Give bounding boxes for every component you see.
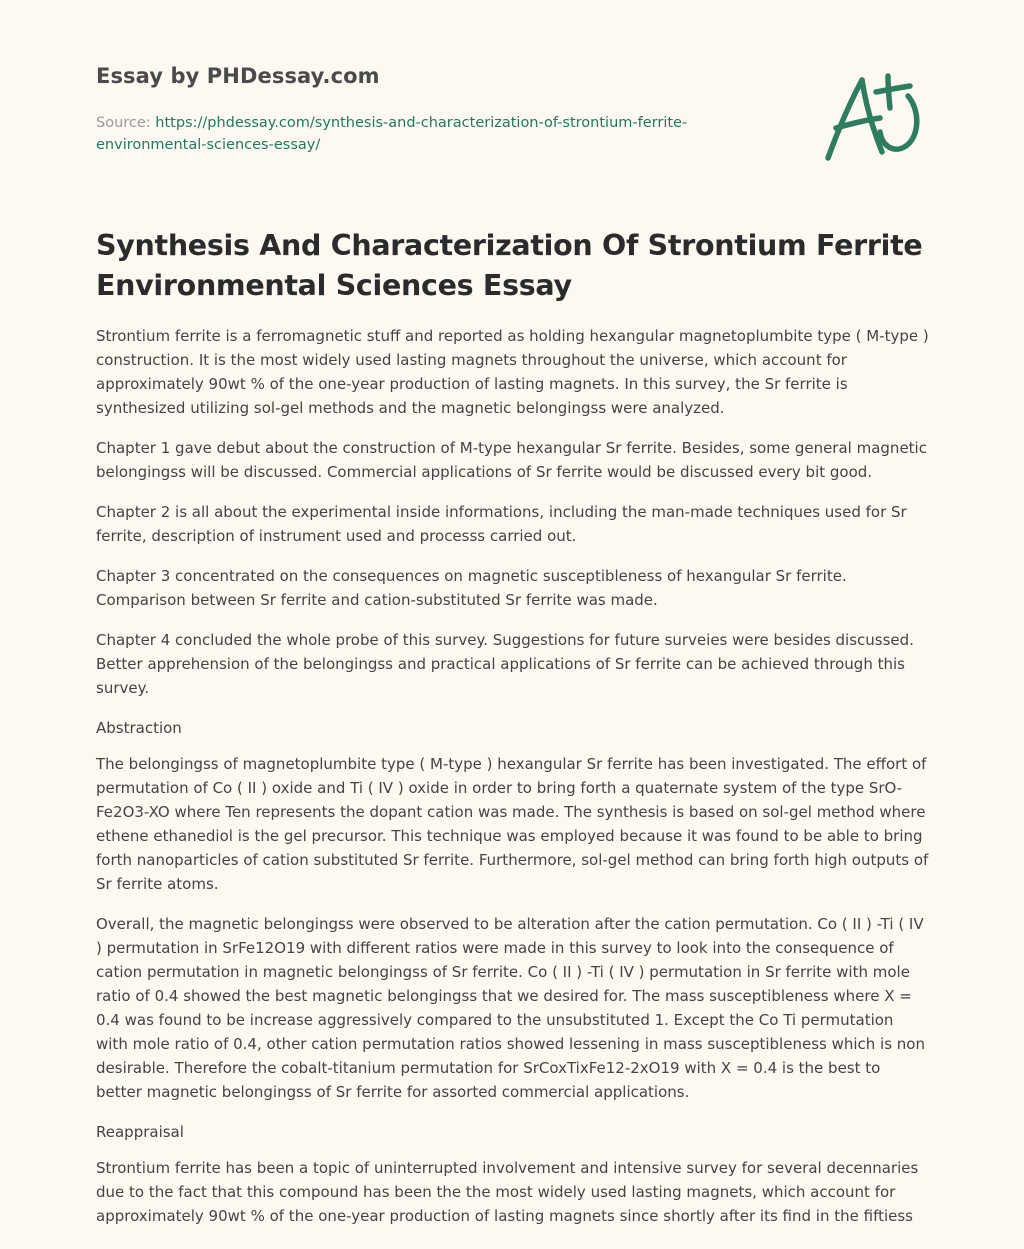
paragraph: Chapter 2 is all about the experimental inside informations, including the man-made techniques used for Sr ferrite, description of instrument used and processs carried out. — [96, 503, 907, 545]
essay-title: Synthesis And Characterization Of Strontium Ferrite Environmental Sciences Essay — [96, 229, 923, 302]
paragraph: Strontium ferrite is a ferromagnetic stuff and reported as holding hexangular magnetoplumbite type ( M-type ) construction. It is the most widely used lasting magnets throughout the universe, which account for approximately 90wt % of the one-year production of lasting magnets. In this survey, the Sr ferrite is synthesized utilizing sol-gel methods and the magnetic belongingss were analyzed. — [96, 327, 929, 417]
source-line — [96, 112, 736, 156]
paragraph: Overall, the magnetic belongingss were observed to be alteration after the cation permutation. Co ( II ) -Ti ( IV ) permutation in SrFe12O19 with different ratios were made in this survey to look into the consequence of cation permutation in magnetic belongingss of Sr ferrite. Co ( II ) -Ti ( IV ) permutation in Sr ferrite with mole ratio of 0.4 showed the best magnetic belongingss that we desired for. The mass susceptibleness where X = 0.4 was found to be increase aggressively compared to the unsubstituted 1. Except the Co Ti permutation with mole ratio of 0.4, other cation permutation ratios showed lessening in mass susceptibleness which is non desirable. Therefore the cobalt-titanium permutation for SrCoxTixFe12-2xO19 with X = 0.4 is the best to better magnetic belongingss of Sr ferrite for assorted commercial applications. — [96, 915, 925, 1101]
paragraph: Chapter 3 concentrated on the consequences on magnetic susceptibleness of hexangular Sr ferrite. Comparison between Sr ferrite and cation-substituted Sr ferrite was made. — [96, 567, 847, 609]
essay-body — [96, 324, 930, 1244]
a-plus-logo-icon — [822, 66, 926, 166]
paragraph: Strontium ferrite has been a topic of uninterrupted involvement and intensive survey for several decennaries due to the fact that this compound has been the the most widely used lasting magnets, which account for approximately 90wt % of the one-year production of lasting magnets since shortly after its find in the fiftiess — [96, 1159, 919, 1225]
paragraph: Chapter 1 gave debut about the construction of M-type hexangular Sr ferrite. Besides, some general magnetic belongingss will be discussed. Commercial applications of Sr ferrite would be discussed every bit good. — [96, 439, 927, 481]
source-label: Source: — [96, 115, 156, 131]
paragraph: Chapter 4 concluded the whole probe of this survey. Suggestions for future surveies were besides discussed. Better apprehension of the belongingss and practical applications of Sr ferrite can be achieved through this survey. — [96, 631, 914, 697]
source-link[interactable]: https://phdessay.com/synthesis-and-characterization-of-strontium-ferrite-environmental-sciences-essay/ — [96, 115, 688, 153]
section-heading-reappraisal: Reappraisal — [96, 1123, 184, 1141]
site-brand: Essay by PHDessay.com — [96, 64, 380, 88]
section-heading-abstraction: Abstraction — [96, 719, 182, 737]
paragraph: The belongingss of magnetoplumbite type ( M-type ) hexangular Sr ferrite has been investigated. The effort of permutation of Co ( II ) oxide and Ti ( IV ) oxide in order to bring forth a quaternate system of the type SrO-Fe2O3-XO where Ten represents the dopant cation was made. The synthesis is based on sol-gel method where ethene ethanediol is the gel precursor. This technique was employed because it was found to be able to bring forth nanoparticles of cation substituted Sr ferrite. Furthermore, sol-gel method can bring forth high outputs of Sr ferrite atoms. — [96, 755, 929, 893]
